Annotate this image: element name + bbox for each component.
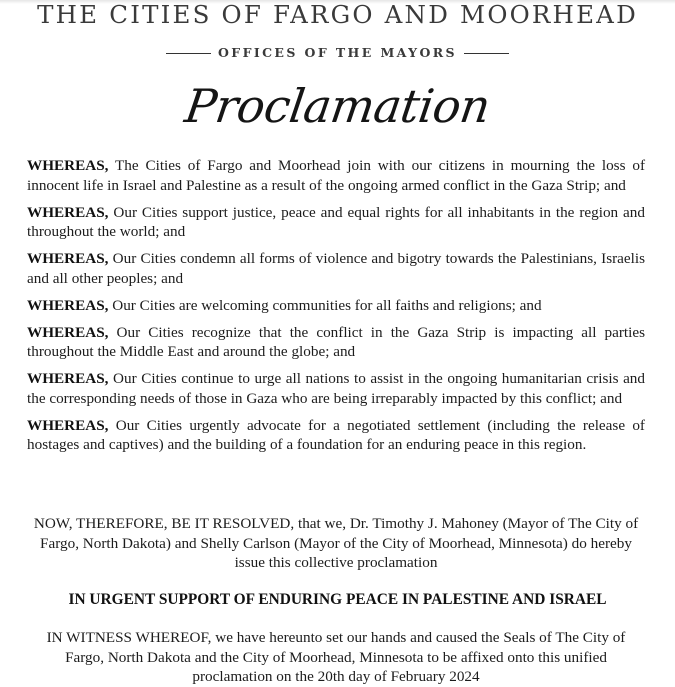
- whereas-text: Our Cities recognize that the conflict in the Gaza Strip is impacting all parties throughout the Middle East and around the globe; and: [27, 323, 645, 360]
- proclamation-heading: Proclamation: [181, 79, 494, 133]
- whereas-lead: WHEREAS,: [27, 250, 109, 267]
- whereas-text: Our Cities condemn all forms of violence and bigotry towards the Palestinians, Israelis and all other peoples; and: [27, 250, 645, 287]
- whereas-clause: [27, 323, 645, 362]
- whereas-clause: [27, 249, 645, 288]
- whereas-clause: [27, 369, 645, 408]
- whereas-lead: WHEREAS,: [27, 416, 109, 434]
- whereas-clause: [27, 296, 645, 316]
- offices-subheader-text: OFFICES OF THE MAYORS: [218, 45, 457, 60]
- whereas-text: The Cities of Fargo and Moorhead join with our citizens in mourning the loss of innocent life in Israel and Palestine as a result of the ongoing armed conflict in the Gaza Strip; and: [27, 157, 645, 194]
- whereas-clause: [27, 156, 645, 195]
- whereas-clause: [27, 203, 645, 242]
- whereas-clause: [27, 416, 645, 455]
- whereas-clauses: [27, 156, 645, 462]
- support-title: IN URGENT SUPPORT OF ENDURING PEACE IN PALESTINE AND ISRAEL: [68, 591, 607, 608]
- resolution-paragraph: NOW, THEREFORE, BE IT RESOLVED, that we, Dr. Timothy J. Mahoney (Mayor of The City of Fargo, North Dakota) and Shelly Carlson (Mayor of the City of Moorhead, Minnesota) do hereby issue this collective proclamation: [33, 515, 639, 571]
- whereas-text: Our Cities are welcoming communities for all faiths and religions; and: [108, 296, 542, 314]
- whereas-lead: WHEREAS,: [27, 323, 109, 341]
- whereas-lead: WHEREAS,: [27, 157, 109, 174]
- offices-subheader: [0, 44, 675, 62]
- whereas-lead: WHEREAS,: [27, 370, 109, 387]
- whereas-text: Our Cities continue to urge all nations to assist in the ongoing humanitarian crisis and the corresponding needs of those in Gaza who are being irreparably impacted by this conflict; and: [27, 370, 645, 407]
- whereas-text: Our Cities urgently advocate for a negotiated settlement (including the release of hostages and captives) and the building of a foundation for an enduring peace in this region.: [27, 416, 645, 453]
- left-rule-divider: [166, 53, 211, 54]
- right-rule-divider: [464, 53, 509, 54]
- whereas-text: Our Cities support justice, peace and equal rights for all inhabitants in the region and throughout the world; and: [27, 203, 645, 240]
- whereas-lead: WHEREAS,: [27, 296, 109, 314]
- whereas-lead: WHEREAS,: [27, 203, 109, 221]
- witness-paragraph: IN WITNESS WHEREOF, we have hereunto set our hands and caused the Seals of The City of Fargo, North Dakota and the City of Moorhead, Minnesota to be affixed onto this unified proclamation on the 20th day of February 2024: [46, 629, 626, 685]
- cities-header-title: THE CITIES OF FARGO AND MOORHEAD: [37, 0, 638, 29]
